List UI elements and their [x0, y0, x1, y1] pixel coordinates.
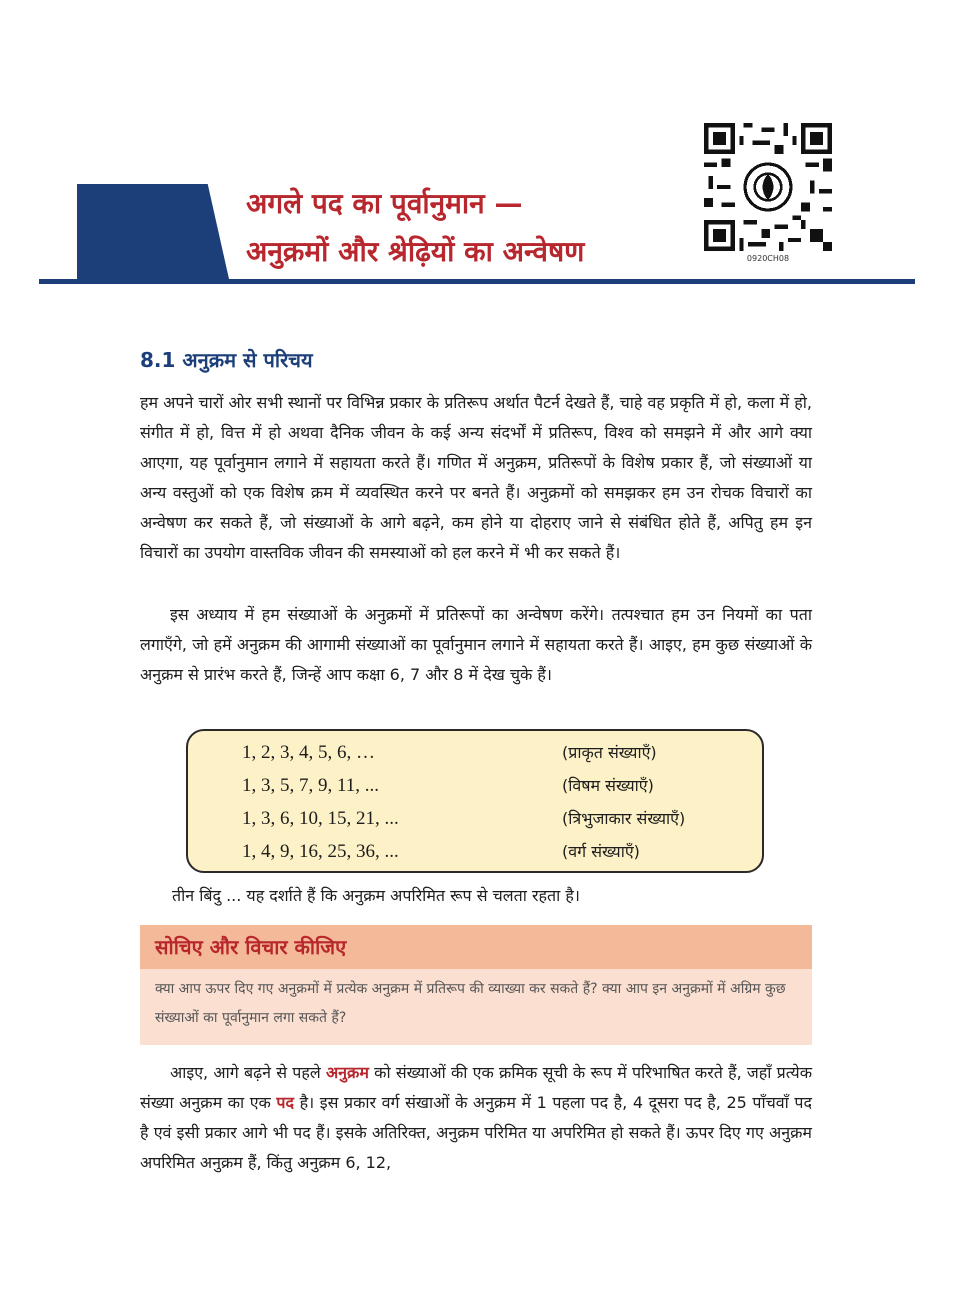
ellipsis-note: तीन बिंदु ... यह दर्शाते हैं कि अनुक्रम अपरिमित रूप से चलता रहता है। — [172, 886, 580, 905]
header-rule — [39, 279, 915, 284]
sequence-numbers: 1, 2, 3, 4, 5, 6, … — [242, 742, 375, 763]
section-heading: 8.1 अनुक्रम से परिचय — [140, 348, 313, 372]
term-sequence: अनुक्रम — [325, 1063, 369, 1082]
think-box-heading: सोचिए और विचार कीजिए — [140, 925, 812, 969]
sequence-numbers: 1, 3, 5, 7, 9, 11, ... — [242, 775, 380, 796]
qr-code-icon[interactable] — [704, 123, 832, 251]
chapter-title-line-1: अगले पद का पूर्वानुमान — — [246, 187, 523, 220]
term-term: पद — [276, 1093, 295, 1112]
sequence-row — [242, 769, 654, 802]
sequence-label: (वर्ग संख्याएँ) — [562, 842, 640, 861]
qr-code-label: 0920CH08 — [746, 254, 790, 263]
think-box-body: क्या आप ऊपर दिए गए अनुक्रमों में प्रत्येक अनुक्रम में प्रतिरूप की व्याख्या कर सकते हैं? क्या आप इन अनुक्रमों में अग्रिम कुछ संख्याओं का पूर्वानुमान लगा सकते हैं? — [140, 969, 812, 1045]
sequence-row — [242, 736, 657, 769]
sequence-numbers: 1, 3, 6, 10, 15, 21, ... — [242, 808, 399, 829]
second-paragraph: इस अध्याय में हम संख्याओं के अनुक्रमों में प्रतिरूपों का अन्वेषण करेंगे। तत्पश्चात हम उन नियमों का पता लगाएँगे, जो हमें अनुक्रम की आगामी संख्याओं का पूर्वानुमान लगाने में सहायता करते हैं। आइए, हम कुछ संख्याओं के अनुक्रम से प्रारंभ करते हैं, जिन्हें आप कक्षा 6, 7 और 8 में देख चुके हैं। — [140, 605, 812, 684]
definition-text: को संख्याओं की एक क्रमिक सूची के रूप में परिभाषित करते हैं, जहाँ प्रत्येक संख्या अनुक्रम का एक — [140, 1063, 812, 1112]
sequence-label: (प्राकृत संख्याएँ) — [562, 743, 657, 762]
sequence-row — [242, 802, 686, 835]
intro-paragraph: हम अपने चारों ओर सभी स्थानों पर विभिन्न प्रकार के प्रतिरूप अर्थात पैटर्न देखते हैं, चाहे वह प्रकृति में हो, कला में हो, संगीत में हो, वित्त में हो अथवा दैनिक जीवन के कई अन्य संदर्भों में प्रतिरूप, विश्व को समझने में और आगे क्या आएगा, यह पूर्वानुमान लगाने में सहायता करते हैं। गणित में अनुक्रम, प्रतिरूपों के विशेष प्रकार हैं, जो संख्याओं या अन्य वस्तुओं को एक विशेष क्रम में व्यवस्थित करने पर बनते हैं। अनुक्रमों को समझकर हम उन रोचक विचारों का अन्वेषण कर सकते हैं, जो संख्याओं के आगे बढ़ने, कम होने या दोहराए जाने से संबंधित होते हैं, अपितु हम इन विचारों का उपयोग वास्तविक जीवन की समस्याओं को हल करने में भी कर सकते हैं। — [140, 393, 812, 562]
definition-text: आइए, आगे बढ़ने से पहले — [170, 1063, 326, 1082]
definition-text: है। इस प्रकार वर्ग संखाओं के अनुक्रम में 1 पहला पद है, 4 दूसरा पद है, 25 पाँचवाँ पद है एवं इसी प्रकार आगे भी पद हैं। इसके अतिरिक्त, अनुक्रम परिमित या अपरिमित हो सकते हैं। ऊपर दिए गए अनुक्रम अपरिमित अनुक्रम हैं, किंतु अनुक्रम 6, 12, — [140, 1093, 812, 1172]
chapter-number-box — [77, 184, 229, 279]
sequence-row — [242, 835, 640, 868]
sequence-box — [186, 729, 764, 873]
chapter-title-line-2: अनुक्रमों और श्रेढ़ियों का अन्वेषण — [246, 235, 585, 268]
chapter-number: 8 — [62, 19, 88, 76]
sequence-label: (विषम संख्याएँ) — [562, 776, 654, 795]
chapter-title — [246, 180, 584, 276]
sequence-label: (त्रिभुजाकार संख्याएँ) — [562, 809, 686, 828]
sequence-numbers: 1, 4, 9, 16, 25, 36, ... — [242, 841, 399, 862]
definition-paragraph — [140, 1058, 812, 1178]
